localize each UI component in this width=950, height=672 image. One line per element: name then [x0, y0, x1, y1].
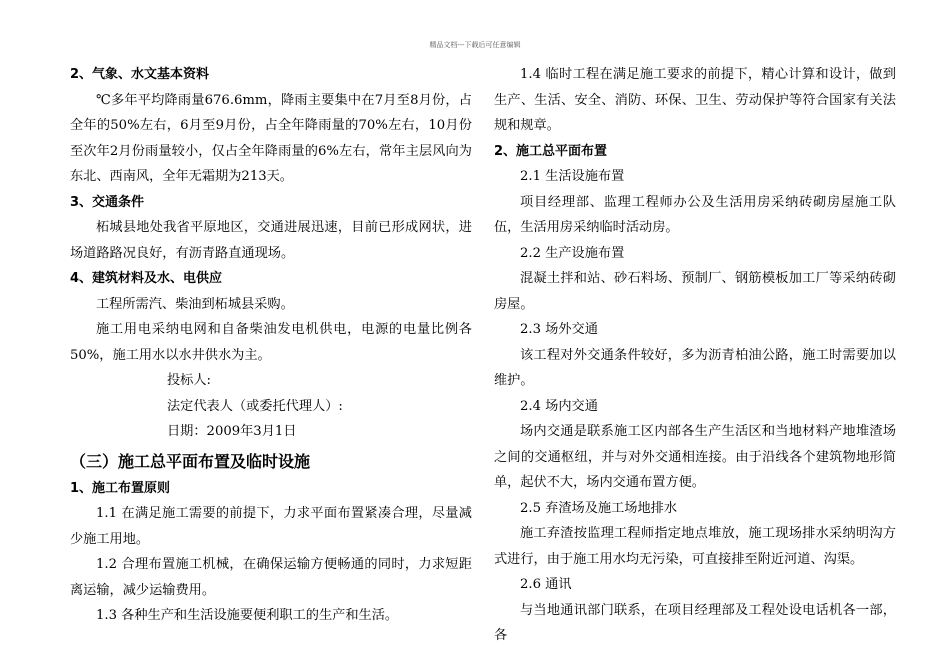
paragraph-1-2: 1.2 合理布置施工机械，在确保运输方便畅通的同时，力求短距离运输，减少运输费用。 [70, 557, 472, 598]
heading-materials: 4、建筑材料及水、电供应 [70, 271, 223, 286]
paragraph-materials-fuel: 工程所需汽、柴油到柘城县采购。 [96, 296, 294, 312]
paragraph-1-4: 1.4 临时工程在满足施工要求的前提下，精心计算和设计，做到生产、生活、安全、消防、环保、卫生、劳动保护等符合国家有关法规和规章。 [494, 67, 896, 133]
signature-date: 日期：2009年3月1日 [167, 424, 297, 439]
paragraph-traffic: 柘城县地处我省平原地区，交通进展迅速，目前已形成网状，进场道路路况良好，有沥青路直通现场。 [70, 220, 472, 261]
subheading-2-3: 2.3 场外交通 [520, 322, 598, 337]
left-column [70, 62, 472, 629]
paragraph-weather: ℃多年平均降雨量676.6mm，降雨主要集中在7月至8月份，占全年的50%左右，6月至9月份，占全年降雨量的70%左右，10月份至次年2月份雨量较小，仅占全年降雨量的6%左右，常年主层风向为东北、西南风，全年无霜期为213天。 [70, 92, 472, 184]
paragraph-2-6: 与当地通讯部门联系，在项目经理部及工程处设电话机各一部，各 [494, 602, 896, 643]
subheading-2-6: 2.6 通讯 [520, 577, 572, 592]
paragraph-materials-power: 施工用电采纳电网和自备柴油发电机供电，电源的电量比例各50%，施工用水以水井供水为主。 [70, 322, 472, 363]
paragraph-2-3: 该工程对外交通条件较好，多为沥青柏油公路，施工时需要加以维护。 [494, 347, 896, 388]
heading-principles: 1、施工布置原则 [70, 480, 171, 496]
signature-bidder: 投标人: [167, 373, 212, 388]
subheading-2-2: 2.2 生产设施布置 [520, 245, 625, 261]
paragraph-1-1: 1.1 在满足施工需要的前提下，力求平面布置紧凑合理，尽量减少施工用地。 [70, 506, 472, 547]
signature-representative: 法定代表人（或委托代理人）: [167, 398, 343, 414]
heading-traffic: 3、交通条件 [70, 194, 145, 210]
paragraph-1-3: 1.3 各种生产和生活设施要便利职工的生产和生活。 [96, 608, 399, 623]
subheading-2-5: 2.5 弃渣场及施工场地排水 [520, 500, 678, 516]
section-title: （三）施工总平面布置及临时设施 [70, 451, 311, 471]
paragraph-2-4: 场内交通是联系施工区内部各生产生活区和当地材料产地堆渣场之间的交通枢纽，并与对外交通相连接。由于沿线各个建筑物地形简单，起伏不大，场内交通布置方便。 [494, 424, 896, 490]
paragraph-2-5: 施工弃渣按监理工程师指定地点堆放，施工现场排水采纳明沟方式进行，由于施工用水均无污染，可直接排至附近河道、沟渠。 [494, 526, 896, 567]
subheading-2-1: 2.1 生活设施布置 [520, 169, 625, 184]
heading-weather: 2、气象、水文基本资料 [70, 67, 210, 82]
paragraph-2-1: 项目经理部、监理工程师办公及生活用房采纳砖砌房屋施工队伍，生活用房采纳临时活动房。 [494, 194, 896, 235]
page-header-note: 精品文档---下载后可任意编辑 [429, 41, 521, 49]
paragraph-2-2: 混凝土拌和站、砂石料场、预制厂、钢筋模板加工厂等采纳砖砌房屋。 [494, 271, 896, 312]
subheading-2-4: 2.4 场内交通 [520, 398, 598, 414]
heading-layout: 2、施工总平面布置 [494, 143, 608, 159]
right-column [494, 62, 896, 649]
